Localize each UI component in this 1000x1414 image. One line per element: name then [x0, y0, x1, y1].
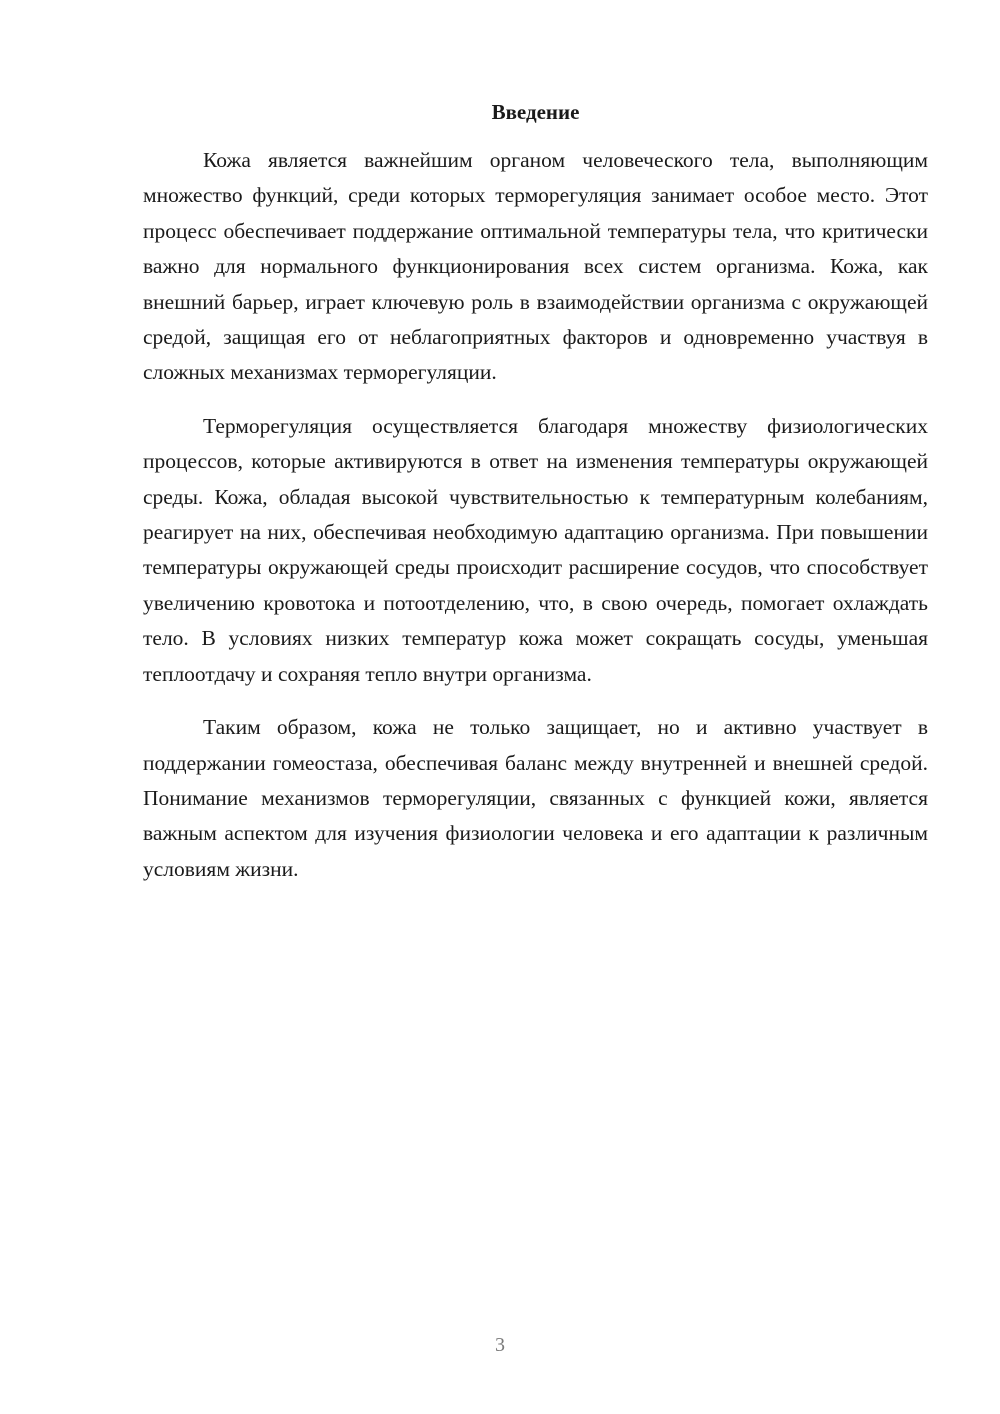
page-title: Введение [491, 100, 580, 124]
paragraph-3: Таким образом, кожа не только защищает, но и активно участвует в поддержании гомеостаза, обеспечивая баланс между внутренней и внешней средой. Понимание механизмов терморегуляции, связанных с функцией кожи, является важным аспектом для изучения физиологии человека и его адаптации к различным условиям жизни. [143, 715, 928, 881]
page-number: 3 [495, 1334, 505, 1356]
paragraph-1: Кожа является важнейшим органом человеческого тела, выполняющим множество функций, среди которых терморегуляция занимает особое место. Этот процесс обеспечивает поддержание оптимальной температуры тела, что критически важно для нормального функционирования всех систем организма. Кожа, как внешний барьер, играет ключевую роль в взаимодействии организма с окружающей средой, защищая его от неблагоприятных факторов и одновременно участвуя в сложных механизмах терморегуляции. [143, 148, 928, 385]
document-body [143, 143, 928, 905]
paragraph-2: Терморегуляция осуществляется благодаря множеству физиологических процессов, которые активируются в ответ на изменения температуры окружающей среды. Кожа, обладая высокой чувствительностью к температурным колебаниям, реагирует на них, обеспечивая необходимую адаптацию организма. При повышении температуры окружающей среды происходит расширение сосудов, что способствует увеличению кровотока и потоотделению, что, в свою очередь, помогает охлаждать тело. В условиях низких температур кожа может сокращать сосуды, уменьшая теплоотдачу и сохраняя тепло внутри организма. [143, 413, 928, 686]
